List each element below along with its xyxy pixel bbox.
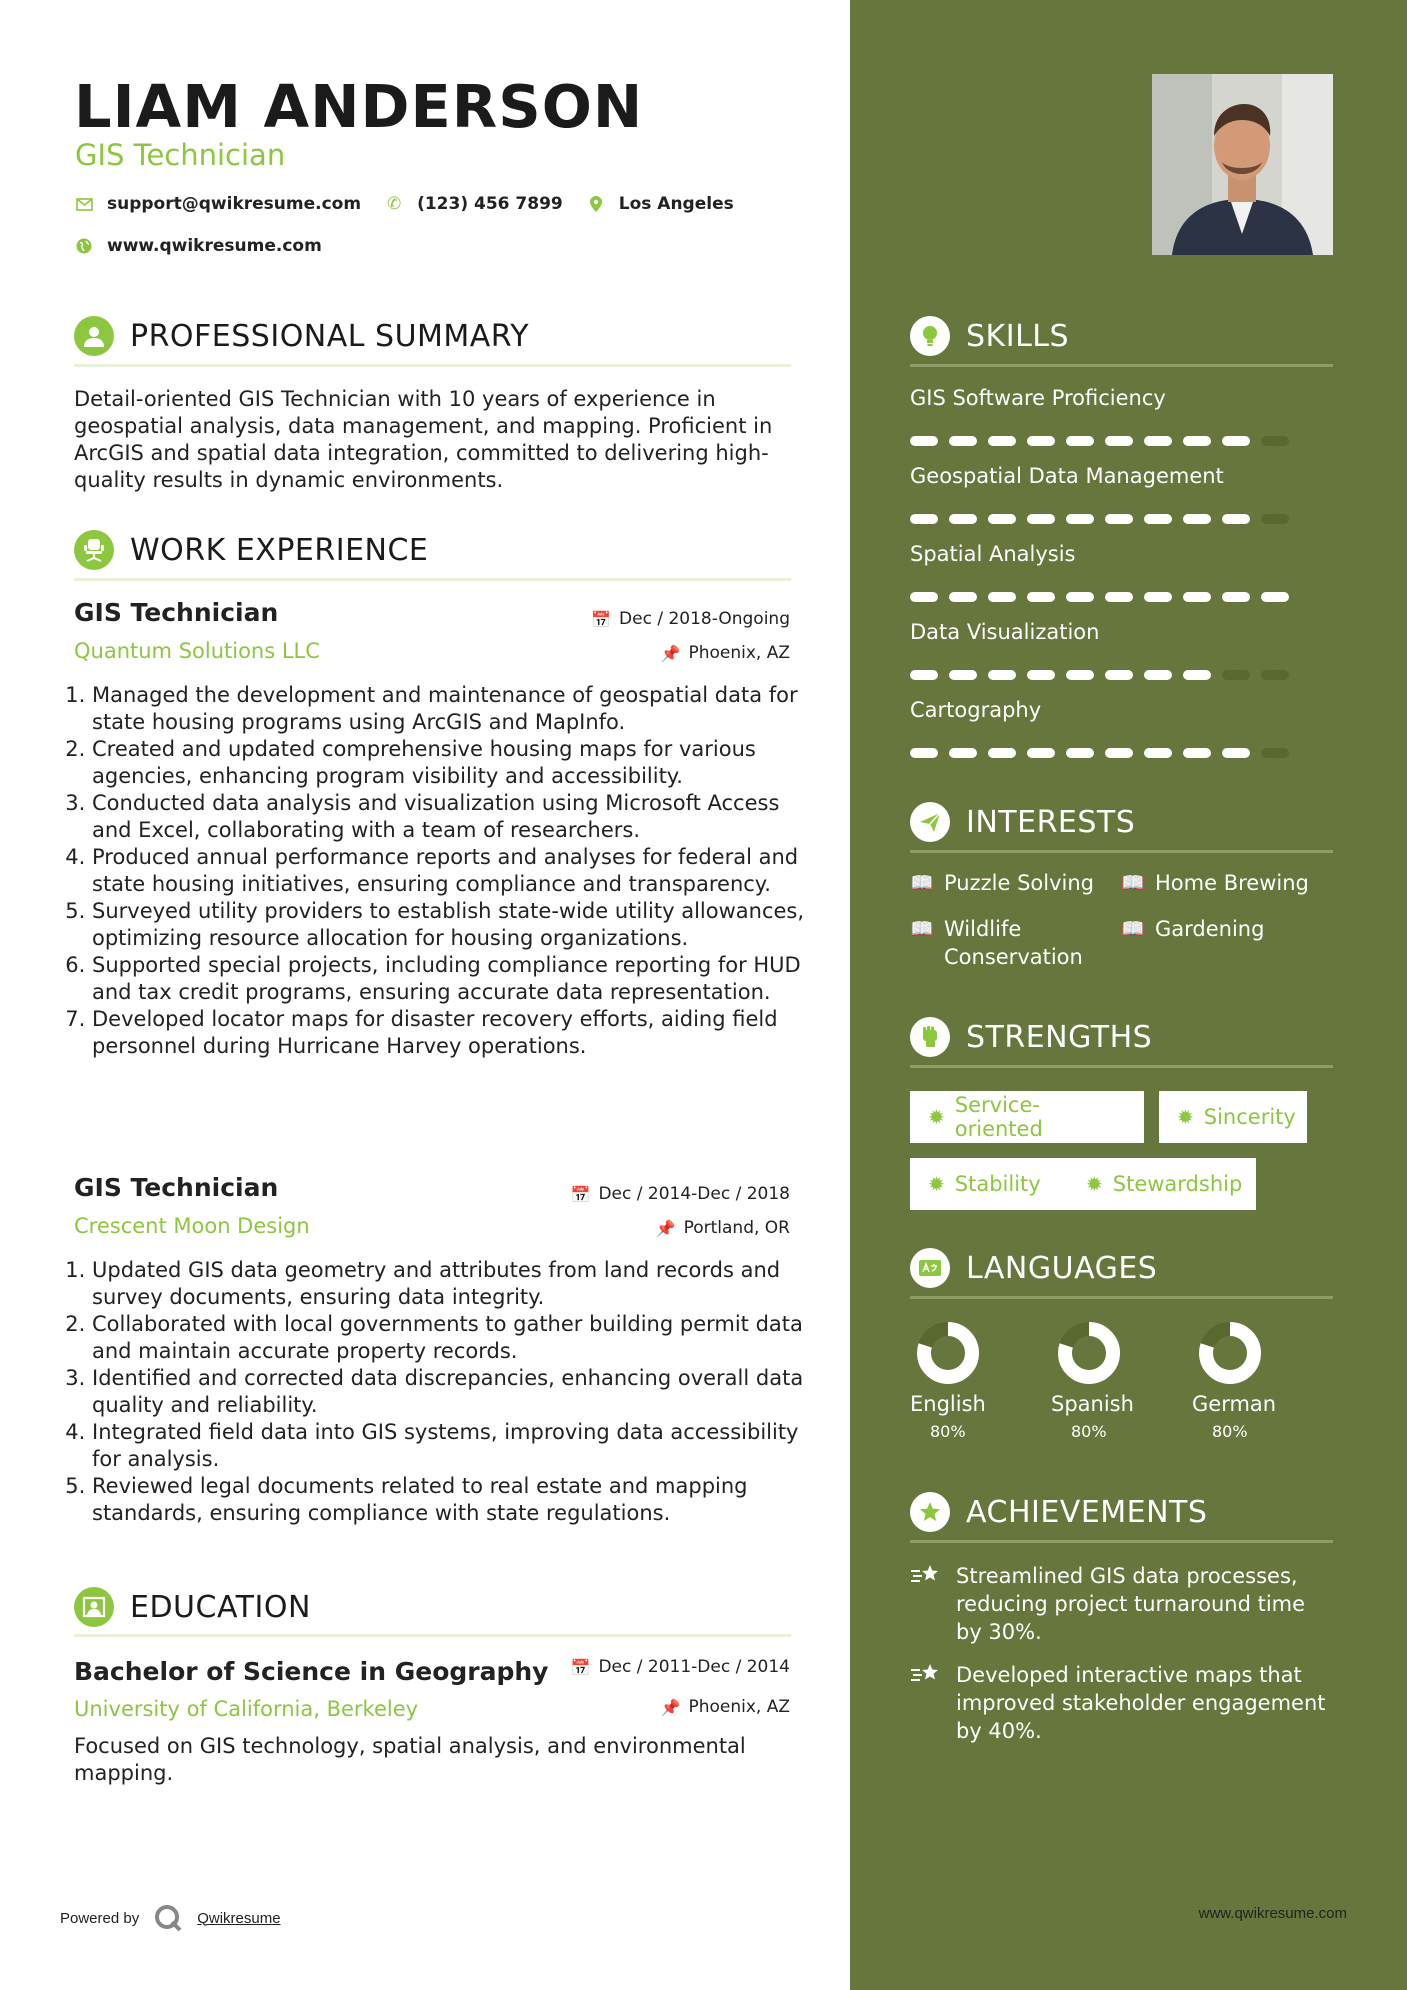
work-title: WORK EXPERIENCE <box>130 532 429 568</box>
qwikresume-link[interactable]: Qwikresume <box>197 1909 281 1927</box>
skill-dot-filled <box>988 748 1016 758</box>
education-divider <box>74 1634 791 1637</box>
achievement-line: by 40%. <box>956 1719 1042 1743</box>
contact-row-2 <box>75 236 346 256</box>
skill-dot-filled <box>910 436 938 446</box>
interests-divider <box>910 850 1333 853</box>
calendar-icon: 📅 <box>591 609 612 629</box>
pushpin-icon: 📌 <box>660 643 681 663</box>
skill-dot-filled <box>910 670 938 680</box>
language-level-ring <box>1056 1320 1122 1386</box>
powered-by-label: Powered by <box>60 1909 140 1927</box>
book-icon: 📖 <box>910 918 934 940</box>
contact-row-1 <box>75 194 758 214</box>
skill-dot-filled <box>1105 436 1133 446</box>
strength-label: Stability <box>954 1172 1041 1196</box>
skill-dot-filled <box>1105 514 1133 524</box>
skill-dot-filled <box>910 592 938 602</box>
skill-rating <box>910 436 1300 446</box>
skill-dot-empty <box>1261 748 1289 758</box>
globe-icon <box>75 238 93 254</box>
achievement-text <box>956 1562 1305 1646</box>
achievement-text <box>956 1661 1326 1745</box>
skill-dot-filled <box>1105 670 1133 680</box>
person-portrait-icon <box>1152 74 1333 255</box>
skill-dot-filled <box>1144 514 1172 524</box>
book-icon: 📖 <box>1121 872 1145 894</box>
skill-dot-filled <box>1027 436 1055 446</box>
job-1-location <box>661 643 790 663</box>
user-icon <box>74 316 114 356</box>
work-heading <box>74 530 428 570</box>
badge-icon: ✹ <box>1086 1172 1103 1196</box>
skills-title: SKILLS <box>966 318 1070 354</box>
skill-dot-filled <box>1105 592 1133 602</box>
footer-site[interactable]: www.qwikresume.com <box>1198 1905 1347 1922</box>
list-item: 1. Updated GIS data geometry and attributes from land records and survey documents, ensuring data integrity. <box>92 1257 817 1311</box>
book-icon: 📖 <box>1121 918 1145 940</box>
skill-dot-filled <box>1183 670 1211 680</box>
list-item: 4. Produced annual performance reports and analyses for federal and state housing initiatives, ensuring compliance and transparency. <box>92 844 817 898</box>
list-item: 3. Identified and corrected data discrepancies, enhancing overall data quality and reliability. <box>92 1365 817 1419</box>
envelope-icon <box>75 198 93 211</box>
job-1-role: GIS Technician <box>74 598 279 627</box>
skill-dot-filled <box>1183 514 1211 524</box>
skill-dot-filled <box>1066 592 1094 602</box>
skill-dot-filled <box>949 436 977 446</box>
education-dates-text: Dec / 2011-Dec / 2014 <box>598 1657 790 1677</box>
interest-label: Wildlife Conservation <box>944 917 1083 969</box>
job-1-company: Quantum Solutions LLC <box>74 639 320 663</box>
language-name: Spanish <box>1051 1392 1134 1416</box>
translate-icon <box>910 1248 950 1288</box>
pushpin-icon: 📌 <box>655 1218 676 1238</box>
degree: Bachelor of Science in Geography <box>74 1657 549 1686</box>
badge-icon: ✹ <box>1177 1105 1194 1129</box>
interests-title: INTERESTS <box>966 804 1136 840</box>
list-item: 5. Surveyed utility providers to establish state-wide utility allowances, optimizing resource allocation for housing organizations. <box>92 898 817 952</box>
job-2-location-text: Portland, OR <box>683 1218 790 1238</box>
strengths-heading <box>910 1017 1152 1057</box>
skill-dot-filled <box>910 514 938 524</box>
strength-tag <box>1068 1158 1256 1210</box>
candidate-title: GIS Technician <box>75 138 286 172</box>
school: University of California, Berkeley <box>74 1697 419 1721</box>
calendar-icon: 📅 <box>570 1184 591 1204</box>
list-item: 6. Supported special projects, including compliance reporting for HUD and tax credit programs, ensuring accurate data representation. <box>92 952 817 1006</box>
strengths-divider <box>910 1065 1333 1068</box>
skill-dot-filled <box>910 748 938 758</box>
skill-name: Data Visualization <box>910 620 1100 644</box>
strength-tag <box>910 1158 1068 1210</box>
education-line: Focused on GIS technology, spatial analysis, and environmental <box>74 1734 746 1758</box>
candidate-name: LIAM ANDERSON <box>74 72 644 141</box>
list-item: 1. Managed the development and maintenance of geospatial data for state housing programs using ArcGIS and MapInfo. <box>92 682 817 736</box>
achievements-divider <box>910 1540 1333 1543</box>
list-item: 3. Conducted data analysis and visualization using Microsoft Access and Excel, collaborating with a team of researchers. <box>92 790 817 844</box>
skill-dot-filled <box>1222 436 1250 446</box>
lightbulb-icon <box>910 316 950 356</box>
language-level-ring <box>915 1320 981 1386</box>
language-percent: 80% <box>1212 1422 1248 1441</box>
paper-plane-icon <box>910 802 950 842</box>
qwikresume-logo-icon <box>153 1903 183 1933</box>
interest-item <box>910 915 1110 971</box>
skill-dot-filled <box>1066 670 1094 680</box>
shooting-star-icon <box>910 1562 942 1646</box>
raised-fist-icon <box>910 1017 950 1057</box>
education-line: mapping. <box>74 1761 174 1785</box>
badge-icon: ✹ <box>928 1172 945 1196</box>
summary-title: PROFESSIONAL SUMMARY <box>130 318 530 354</box>
skill-name: Geospatial Data Management <box>910 464 1224 488</box>
skill-dot-filled <box>1183 748 1211 758</box>
languages-heading <box>910 1248 1157 1288</box>
skill-dot-filled <box>1027 748 1055 758</box>
profile-photo <box>1152 74 1333 255</box>
contact-email[interactable]: support@qwikresume.com <box>107 194 362 214</box>
skill-dot-filled <box>949 670 977 680</box>
skill-dot-filled <box>1222 748 1250 758</box>
skill-dot-filled <box>1261 592 1289 602</box>
pushpin-icon: 📌 <box>660 1697 681 1717</box>
skill-dot-filled <box>1144 670 1172 680</box>
star-badge-icon <box>910 1492 950 1532</box>
skill-rating <box>910 748 1300 758</box>
job-2-location <box>656 1218 790 1238</box>
skill-dot-filled <box>988 592 1016 602</box>
job-2-company: Crescent Moon Design <box>74 1214 310 1238</box>
skill-name: Spatial Analysis <box>910 542 1076 566</box>
summary-line: ArcGIS and spatial data integration, committed to delivering high- <box>74 441 769 465</box>
job-2-dates <box>571 1184 790 1204</box>
shooting-star-icon <box>910 1661 942 1745</box>
education-description <box>74 1733 804 1787</box>
language-percent: 80% <box>930 1422 966 1441</box>
achievements-title: ACHIEVEMENTS <box>966 1494 1208 1530</box>
list-item: 2. Created and updated comprehensive housing maps for various agencies, enhancing program visibility and accessibility. <box>92 736 817 790</box>
interest-item <box>910 869 1094 897</box>
job-2-duties <box>74 1257 817 1527</box>
location-pin-icon <box>587 196 605 212</box>
footer-powered-by <box>60 1903 281 1933</box>
skill-dot-filled <box>949 592 977 602</box>
strength-tag <box>1159 1091 1307 1143</box>
list-item: 7. Developed locator maps for disaster recovery efforts, aiding field personnel during Hurricane Harvey operations. <box>92 1006 817 1060</box>
job-1-location-text: Phoenix, AZ <box>688 643 790 663</box>
interest-label: Gardening <box>1155 917 1265 941</box>
skill-dot-filled <box>1027 670 1055 680</box>
language-name: English <box>910 1392 986 1416</box>
summary-line: quality results in dynamic environments. <box>74 468 504 492</box>
skill-dot-filled <box>949 514 977 524</box>
book-icon: 📖 <box>910 872 934 894</box>
skill-dot-empty <box>1261 436 1289 446</box>
work-divider <box>74 578 791 581</box>
achievement-item <box>910 1661 1326 1745</box>
summary-divider <box>74 364 791 367</box>
skill-dot-filled <box>1222 592 1250 602</box>
skill-dot-filled <box>1144 436 1172 446</box>
strengths-title: STRENGTHS <box>966 1019 1153 1055</box>
skill-dot-filled <box>988 670 1016 680</box>
education-dates <box>571 1657 790 1677</box>
skill-name: Cartography <box>910 698 1042 722</box>
interest-label: Puzzle Solving <box>944 871 1094 895</box>
skill-dot-filled <box>1066 514 1094 524</box>
summary-heading <box>74 316 529 356</box>
contact-location: Los Angeles <box>618 194 734 214</box>
education-location-text: Phoenix, AZ <box>688 1697 790 1717</box>
strength-label: Service-oriented <box>954 1093 1043 1141</box>
phone-icon: ✆ <box>386 194 402 214</box>
office-chair-icon <box>74 530 114 570</box>
education-heading <box>74 1587 311 1627</box>
achievement-line: Developed interactive maps that <box>956 1663 1302 1687</box>
summary-line: Detail-oriented GIS Technician with 10 years of experience in <box>74 387 716 411</box>
language-level-ring <box>1197 1320 1263 1386</box>
strength-label: Sincerity <box>1203 1105 1296 1129</box>
contact-phone[interactable]: (123) 456 7899 <box>417 194 563 214</box>
skill-dot-filled <box>1066 748 1094 758</box>
job-2-dates-text: Dec / 2014-Dec / 2018 <box>598 1184 790 1204</box>
skill-dot-empty <box>1261 514 1289 524</box>
skill-rating <box>910 514 1300 524</box>
language-percent: 80% <box>1071 1422 1107 1441</box>
achievement-line: Streamlined GIS data processes, <box>956 1564 1298 1588</box>
achievement-line: by 30%. <box>956 1620 1042 1644</box>
achievements-heading <box>910 1492 1207 1532</box>
skills-divider <box>910 364 1333 367</box>
education-title: EDUCATION <box>130 1589 311 1625</box>
summary-line: geospatial analysis, data management, and mapping. Proficient in <box>74 414 773 438</box>
job-1-dates <box>591 609 790 629</box>
calendar-icon: 📅 <box>570 1657 591 1677</box>
skill-dot-empty <box>1222 670 1250 680</box>
skill-dot-filled <box>1183 592 1211 602</box>
skill-dot-filled <box>988 514 1016 524</box>
list-item: 4. Integrated field data into GIS systems, improving data accessibility for analysis. <box>92 1419 817 1473</box>
list-item: 2. Collaborated with local governments to gather building permit data and maintain accurate property records. <box>92 1311 817 1365</box>
skill-dot-filled <box>1144 748 1172 758</box>
languages-divider <box>910 1296 1333 1299</box>
skill-dot-filled <box>1144 592 1172 602</box>
interests-heading <box>910 802 1135 842</box>
skill-rating <box>910 592 1300 602</box>
strength-label: Stewardship <box>1112 1172 1243 1196</box>
contact-website[interactable]: www.qwikresume.com <box>107 236 322 256</box>
skill-dot-filled <box>1105 748 1133 758</box>
skill-name: GIS Software Proficiency <box>910 386 1166 410</box>
achievement-line: improved stakeholder engagement <box>956 1691 1326 1715</box>
job-1-dates-text: Dec / 2018-Ongoing <box>619 609 790 629</box>
skill-dot-filled <box>1222 514 1250 524</box>
language-name: German <box>1192 1392 1277 1416</box>
education-location <box>661 1697 790 1717</box>
achievement-line: reducing project turnaround time <box>956 1592 1306 1616</box>
graduate-icon <box>74 1587 114 1627</box>
interest-item <box>1121 915 1264 943</box>
skill-dot-filled <box>1183 436 1211 446</box>
skill-rating <box>910 670 1300 680</box>
achievement-item <box>910 1562 1305 1646</box>
skills-heading <box>910 316 1069 356</box>
languages-title: LANGUAGES <box>966 1250 1158 1286</box>
job-2-role: GIS Technician <box>74 1173 279 1202</box>
summary-text <box>74 386 804 494</box>
strength-tag <box>910 1091 1144 1143</box>
skill-dot-empty <box>1261 670 1289 680</box>
list-item: 5. Reviewed legal documents related to real estate and mapping standards, ensuring compliance with state regulations. <box>92 1473 817 1527</box>
skill-dot-filled <box>1027 592 1055 602</box>
interest-label: Home Brewing <box>1155 871 1309 895</box>
skill-dot-filled <box>988 436 1016 446</box>
badge-icon: ✹ <box>928 1105 945 1129</box>
job-1-duties <box>74 682 817 1060</box>
skill-dot-filled <box>949 748 977 758</box>
interest-item <box>1121 869 1309 897</box>
skill-dot-filled <box>1066 436 1094 446</box>
skill-dot-filled <box>1027 514 1055 524</box>
